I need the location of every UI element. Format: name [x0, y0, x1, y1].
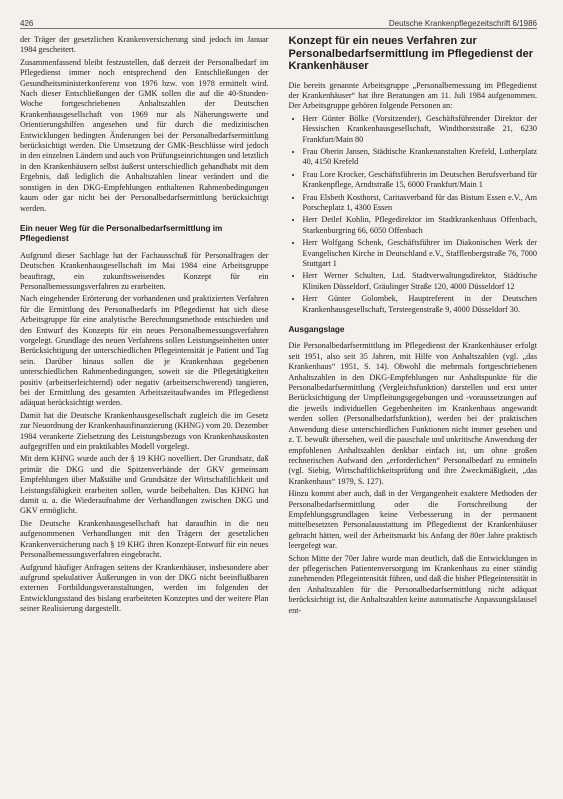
paragraph: der Träger der gesetzlichen Krankenversicherung sind jedoch im Januar 1984 gescheitert.: [20, 35, 269, 55]
page-number: 426: [20, 19, 34, 28]
journal-title: Deutsche Krankenpflegezeitschrift 6/1986: [388, 19, 537, 28]
paragraph: Hinzu kommt aber auch, daß in der Vergangenheit exaktere Methoden der Personalbedarfsermittlung oder die Fortschreibung der Empfehlungsgrundlagen keine Verbesserung in der permanent mittelbesetzten Personalausstattung im Pflegedienst der Krankenhäuser gebracht hätten, weil der Arbeitsmarkt bis Anfang der 80er Jahre praktisch leergefegt war.: [288, 489, 537, 551]
text-columns: [20, 35, 537, 618]
page-header: [20, 14, 537, 29]
paragraph: Damit hat die Deutsche Krankenhausgesellschaft zugleich die im Gesetz zur Neuordnung der Krankenhausfinanzierung (KHNG) vom 20. Dezember 1984 verankerte Zielsetzung des Leistungsbezugs von Krankenhauskosten aufgegriffen und ein praktikables Modell vorgelegt.: [20, 410, 269, 452]
list-item: • Herr Detlef Kohlin, Pflegedirektor im Stadtkrankenhaus Offenbach, Starkenburgring 66, 6050 Offenbach: [303, 215, 538, 236]
article-title: Konzept für ein neues Verfahren zur Personalbedarfsermittlung im Pflegedienst der Krankenhäuser: [288, 35, 534, 72]
left-column: [20, 35, 269, 618]
list-item: • Herr Wolfgang Schenk, Geschäftsführer im Diakonischen Werk der Evangelischen Kirche in Deutschland e.V., Stafflenbergstraße 76, 7000 Stuttgart 1: [303, 238, 538, 269]
list-item: • Frau Elsbeth Kosthorst, Caritasverband für das Bistum Essen e.V., Am Porscheplatz 1, 4300 Essen: [303, 193, 538, 214]
list-item: • Herr Werner Schulten, Ltd. Stadtverwaltungsdirektor, Städtische Kliniken Düsseldorf, Gräulinger Straße 120, 4000 Düsseldorf 12: [303, 271, 538, 292]
right-column: [289, 35, 538, 618]
section-heading: Ausgangslage: [288, 325, 345, 335]
list-item: • Frau Oberin Jansen, Städtische Krankenanstalten Krefeld, Lutherplatz 40, 4150 Krefeld: [303, 147, 538, 168]
member-list: [289, 114, 538, 315]
list-item: • Herr Günter Golombek, Hauptreferent in der Deutschen Krankenhausgesellschaft, Tersteegenstraße 9, 4000 Düsseldorf 30.: [303, 294, 538, 315]
paragraph: Die Personalbedarfsermittlung im Pflegedienst der Krankenhäuser erfolgt seit 1951, also seit 35 Jahren, mit Hilfe von Anhaltszahlen (vgl. „das Krankenhaus“ 1951, S. 14). Obwohl die mehrmals fortgeschriebenen Anhaltszahlen in den DKG-Empfehlungen nur Anhaltspunkte für die Personalbedarfsermittlung (Vergleichsfunktion) darstellen und erst unter Berücksichtigung der Umpfleitungsgegebungen und -voraussetzungen auf die jeweils individuellen Gegebenheiten im Krankenhaus angewandt werden sollen (Personalbedarfsfunktion), werden bei der praktischen Anwendung diese unterschiedlichen Funktionen nicht immer gesehen und z. T. bewußt übersehen, weil die pauschale und unkritische Anwendung der empfohlenen Anhaltszahlen denkbar einfach ist, um ohne großen rechnerischen Aufwand den „erforderlichen“ Personalbedarf zu ermitteln (vgl. Siebig, Wirtschaftlichkeitsprüfung und ihre Zweckmäßigkeit, „das Krankenhaus“ 1979, S. 127).: [288, 341, 537, 486]
paragraph: Die Deutsche Krankenhausgesellschaft hat daraufhin in die neu aufgenommenen Verhandlungen mit den Trägern der gesetzlichen Krankenversicherung nach § 19 KHG ihren Konzept-Entwurf für ein neues Personalbemessungsverfahren eingebracht.: [20, 518, 269, 560]
paragraph: Aufgrund dieser Sachlage hat der Fachausschuß für Personalfragen der Deutschen Krankenhausgesellschaft im Mai 1984 eine Arbeitsgruppe beauftragt, ein zukunftsweisendes Konzept für ein Personalbemessungsverfahren zu erarbeiten.: [20, 250, 269, 291]
paragraph: Zusammenfassend bleibt festzustellen, daß derzeit der Personalbedarf im Pflegedienst immer noch entsprechend den Entschließungen der Gesundheitsministerkonferenz von 1976 bzw. von 1978 ermittelt wird. Nach dieser Entschließungen der GMK sollen die auf die 40-Stunden-Woche fortgeschriebenen Anhaltszahlen der Deutschen Krankenhausgesellschaft von 1969 nur als Näherungswerte und Orientierungshilfen angesehen und für durch die medizinischen Entwicklungen bedingten Änderungen bei der Personalbedarfsermittlung berücksichtigt werden. Die Umsetzung der GMK-Beschlüsse wird jedoch in den einzelnen Ländern und auch von Prüfungseinrichtungen und letztlich in den Krankenhäusern selbst äußerst unterschiedlich gehandhabt mit dem Ergebnis, daß lediglich die Anhaltszahlen linear verändert und die sonstigen in den DKG-Empfehlungen enthaltenen Rahmenbedingungen kaum oder gar nicht bei der Personalbedarfsermittlung berücksichtigt werden.: [20, 57, 269, 213]
section-heading: Ein neuer Weg für die Personalbedarfsermittlung im Pflegedienst: [20, 223, 223, 244]
list-item: • Frau Lore Krocker, Geschäftsführerin im Deutschen Berufsverband für Krankenpflege, Arndtstraße 15, 6000 Frankfurt/Main 1: [303, 170, 538, 191]
list-item: • Herr Günter Bölke (Vorsitzender), Geschäftsführender Direktor der Hessischen Krankenhausgesellschaft, Windthorststraße 21, 6230 Frankfurt/Main 80: [303, 114, 538, 145]
paragraph: Nach eingehender Erörterung der vorhandenen und praktizierten Verfahren für die Ermittlung des Personalbedarfs im Pflegedienst hat sich diese Arbeitsgruppe für eine analytische Berechnungsmethode entschieden und den Entwurf des Konzepts für ein neues Personalbemessungsverfahren vorgelegt. Grundlage des neuen Verfahrens sollen Leistungseinheiten unter Berücksichtigung der unterschiedlichen Pflegeintensität je Patient und Tag sein. Darüber hinaus sollen die je Krankenhaus gegebenen unterschiedlichen Rahmenbedingungen, soweit sie die Pflegetätigkeiten positiv (arbeitserleichternd) oder negativ (arbeitserschwerend) tangieren, bei der Ermittlung des gesamten Arbeitszeitaufwandes im Pflegedienst adäquat berücksichtigt werden.: [20, 294, 269, 408]
paragraph: Die bereits genannte Arbeitsgruppe „Personalbemessung im Pflegedienst der Krankenhäuser“ hat ihre Beratungen am 11. Juli 1984 aufgenommen. Der Arbeitsgruppe gehören folgende Personen an:: [288, 80, 537, 111]
paragraph: Schon Mitte der 70er Jahre wurde man deutlich, daß die Entwicklungen in der pflegerischen Patientenversorgung im Krankenhaus zu einer ständig zunehmenden Pflegeintensität führen, und daß die bisher Pflegeintensität in den Anhaltszahlen für die Personalbedarfsermittlung nicht adäquat berücksichtigt ist, die Anhaltszahlen keine automatische Anpassungsklausel ent-: [288, 553, 537, 615]
paragraph: Mit dem KHNG wurde auch der § 19 KHG novelliert. Der Grundsatz, daß primär die DKG und die Spitzenverbände der GKV gemeinsam Empfehlungen über Maßstäbe und Grundsätze der Wirtschaftlichkeit und Leistungsfähigkeit erarbeiten sollen, wurde beibehalten. Das KHNG hat damit u. a. die Wiederaufnahme der Verhandlungen zwischen DKG und GKV ermöglicht.: [20, 454, 269, 516]
paragraph: Aufgrund häufiger Anfragen seitens der Krankenhäuser, insbesondere aber aufgrund spekulativer Äußerungen in von der DKG nicht beeinflußbaren externen Fortbildungsveranstaltungen, werden im folgenden der Entwicklungsstand des bislang erarbeiteten Konzeptes und der weitere Plan seiner Realisierung dargestellt.: [20, 562, 269, 614]
